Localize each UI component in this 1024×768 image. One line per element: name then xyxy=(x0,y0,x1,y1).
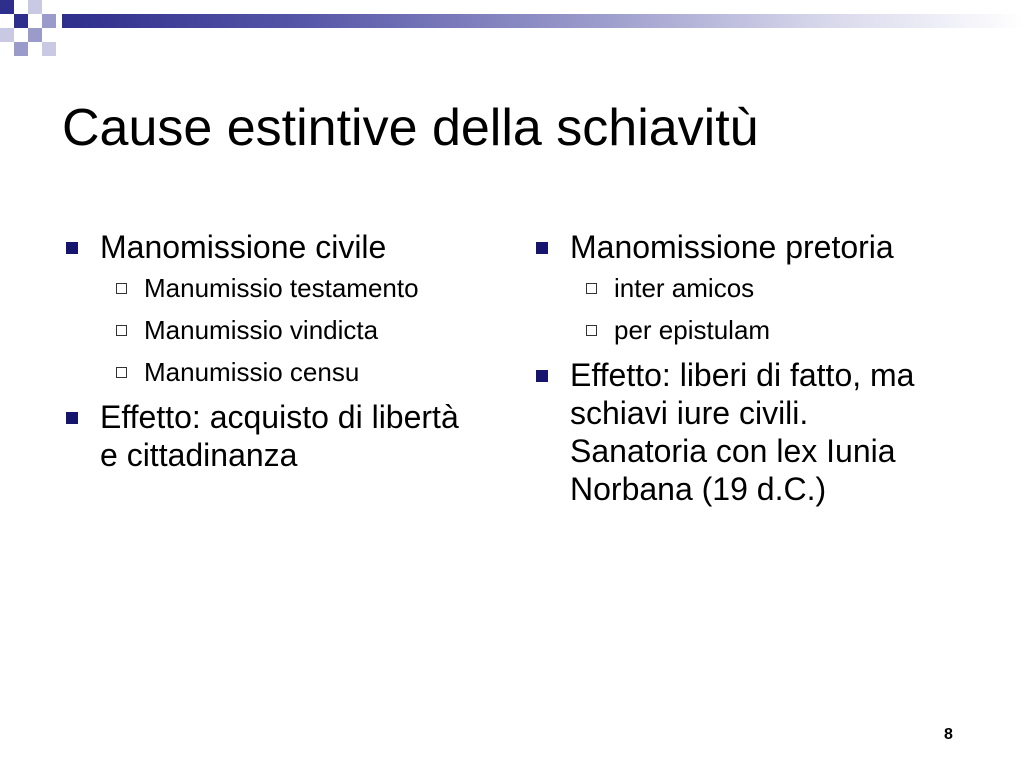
sub-bullet-text: inter amicos xyxy=(614,273,755,303)
bullet-item xyxy=(532,228,952,346)
sub-bullet-item xyxy=(100,272,482,304)
bullet-text: Effetto: liberi di fatto, ma schiavi iure civili. Sanatoria con lex Iunia Norbana (19 d.C.) xyxy=(570,357,915,507)
sub-bullet-text: Manumissio censu xyxy=(144,357,360,387)
right-bullet-list xyxy=(532,228,952,508)
square-bullet-icon xyxy=(66,242,78,254)
hollow-square-bullet-icon xyxy=(116,283,127,294)
page-number: 8 xyxy=(944,726,953,743)
header-gradient-bar xyxy=(62,14,1024,28)
hollow-square-bullet-icon xyxy=(116,325,127,336)
sub-bullet-text: per epistulam xyxy=(614,315,771,345)
sub-bullet-item xyxy=(570,272,952,304)
bullet-text: Manomissione pretoria xyxy=(570,229,894,265)
sub-bullet-item xyxy=(570,314,952,346)
sub-bullet-list xyxy=(100,272,482,388)
hollow-square-bullet-icon xyxy=(116,367,127,378)
bullet-item xyxy=(532,356,952,508)
square-bullet-icon xyxy=(536,370,548,382)
hollow-square-bullet-icon xyxy=(586,283,597,294)
square-bullet-icon xyxy=(66,412,78,424)
deco-square xyxy=(28,28,42,42)
bullet-text: Manomissione civile xyxy=(100,229,387,265)
sub-bullet-text: Manumissio vindicta xyxy=(144,315,379,345)
right-column xyxy=(532,228,952,512)
deco-square xyxy=(14,42,28,56)
bullet-text: Effetto: acquisto di libertà e cittadinanza xyxy=(100,399,459,473)
sub-bullet-item xyxy=(100,314,482,346)
deco-square xyxy=(42,42,56,56)
sub-bullet-item xyxy=(100,356,482,388)
hollow-square-bullet-icon xyxy=(586,325,597,336)
bullet-item xyxy=(62,398,482,474)
header-decoration xyxy=(0,0,1024,70)
sub-bullet-text: Manumissio testamento xyxy=(144,273,419,303)
square-bullet-icon xyxy=(536,242,548,254)
sub-bullet-list xyxy=(570,272,952,346)
deco-square xyxy=(42,14,56,28)
deco-square xyxy=(0,0,14,14)
deco-square xyxy=(14,14,28,28)
left-bullet-list xyxy=(62,228,482,474)
slide-title: Cause estintive della schiavitù xyxy=(62,99,759,157)
deco-square xyxy=(28,0,42,14)
deco-square xyxy=(0,28,14,42)
bullet-item xyxy=(62,228,482,388)
left-column xyxy=(62,228,482,478)
